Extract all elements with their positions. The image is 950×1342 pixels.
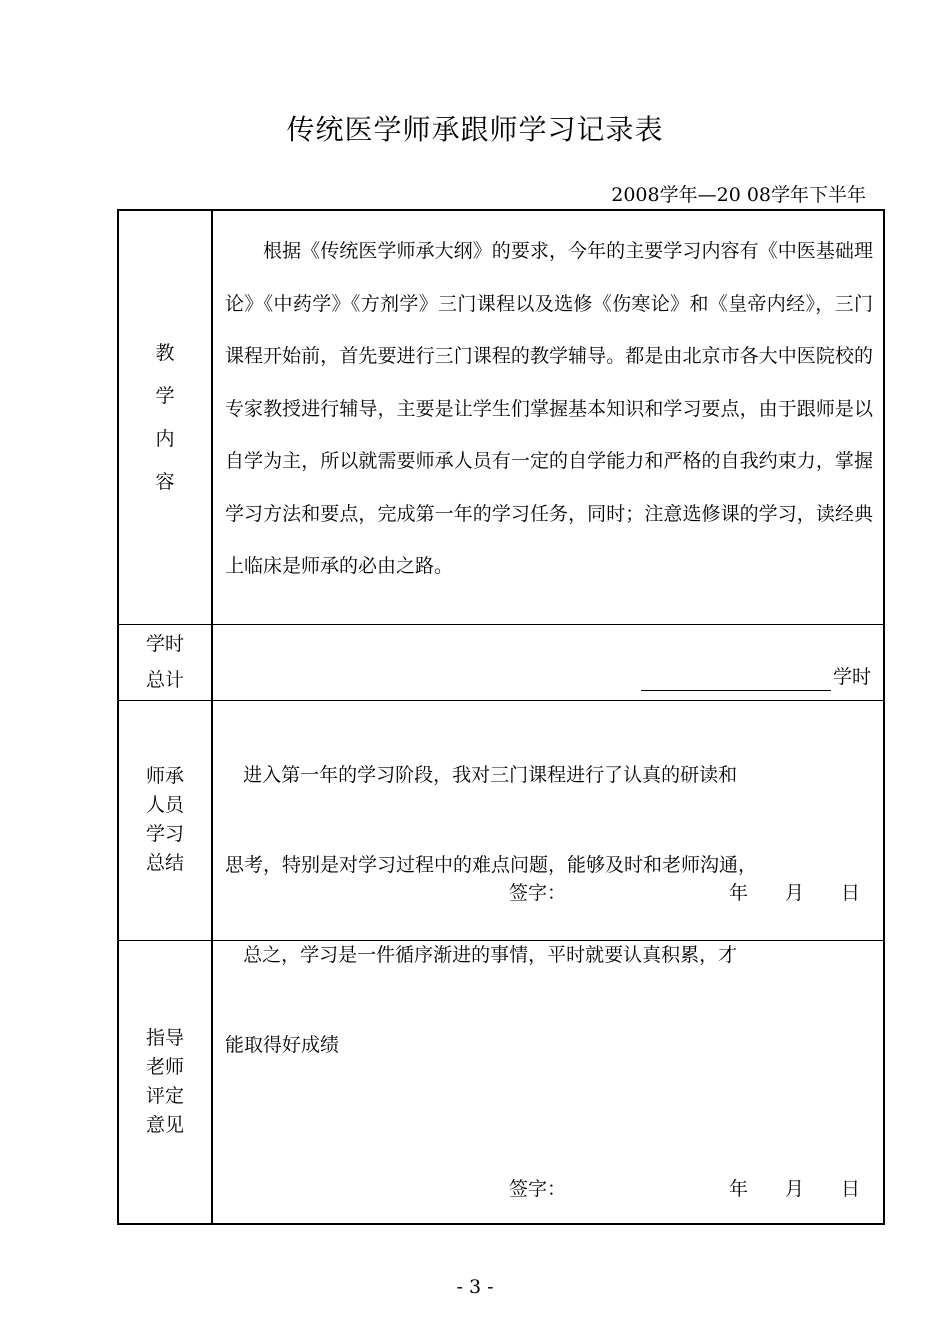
teaching-label-char: 教: [155, 341, 175, 364]
review-month-label: 月: [785, 1178, 805, 1200]
review-year-label: 年: [729, 1178, 749, 1200]
summary-month-label: 月: [785, 882, 805, 904]
hours-unit: 学时: [833, 666, 872, 688]
review-signature-label: 签字：: [509, 1178, 567, 1200]
teaching-row: [119, 211, 883, 625]
summary-line: 能取得好成绩: [225, 1034, 340, 1056]
teaching-label: [119, 211, 213, 624]
review-label-line: 意见: [145, 1113, 184, 1136]
teaching-content-text: 根据《传统医学师承大纲》的要求，今年的主要学习内容有《中医基础理论》《中药学》《方剂学》三门课程以及选修《伤寒论》和《皇帝内经》，三门课程开始前，首先要进行三门课程的教学辅导。都是由北京市各大中医院校的专家教授进行辅导，主要是让学生们掌握基本知识和学习要点，由于跟师是以自学为主，所以就需要师承人员有一定的自学能力和严格的自我约束力，掌握学习方法和要点，完成第一年的学习任务，同时；注意选修课的学习，读经典上临床是师承的必由之路。: [225, 240, 873, 577]
summary-year-label: 年: [729, 882, 749, 904]
summary-label-line: 总结: [145, 852, 184, 874]
summary-label-line: 师承: [145, 765, 184, 787]
review-content-cell: [213, 940, 883, 1223]
hours-content-cell: [213, 624, 883, 700]
review-day-label: 日: [841, 1178, 861, 1200]
review-label-line: 指导: [145, 1026, 184, 1049]
page-number: - 3 -: [456, 1276, 494, 1298]
review-label-line: 评定: [145, 1084, 184, 1107]
page-title: 传统医学师承跟师学习记录表: [286, 113, 664, 146]
review-label: [119, 940, 213, 1223]
hours-label-line: 总计: [145, 669, 184, 691]
review-label-line: 老师: [145, 1055, 184, 1078]
academic-period: 2008学年—20 08学年下半年: [611, 184, 866, 206]
teaching-label-char: 内: [155, 427, 175, 450]
record-table: [117, 209, 885, 1225]
teaching-label-char: 学: [155, 384, 175, 407]
teaching-content-cell: [213, 211, 883, 624]
summary-label: [119, 700, 213, 940]
teaching-label-char: 容: [155, 470, 175, 493]
summary-line: 进入第一年的学习阶段，我对三门课程进行了认真的研读和: [225, 764, 738, 786]
hours-row: [119, 624, 883, 701]
summary-line: 思考，特别是对学习过程中的难点问题，能够及时和老师沟通，: [225, 854, 758, 876]
summary-line: 总之，学习是一件循序渐进的事情，平时就要认真积累，才: [225, 944, 738, 966]
summary-label-line: 学习: [145, 823, 184, 845]
hours-fill-line[interactable]: [641, 672, 831, 691]
hours-label-line: 学时: [145, 633, 184, 655]
review-row: [119, 940, 883, 1223]
summary-content-cell: [213, 700, 883, 1056]
summary-day-label: 日: [841, 882, 861, 904]
summary-label-line: 人员: [145, 794, 184, 816]
hours-label: [119, 624, 213, 700]
summary-signature-label: 签字：: [509, 882, 567, 904]
